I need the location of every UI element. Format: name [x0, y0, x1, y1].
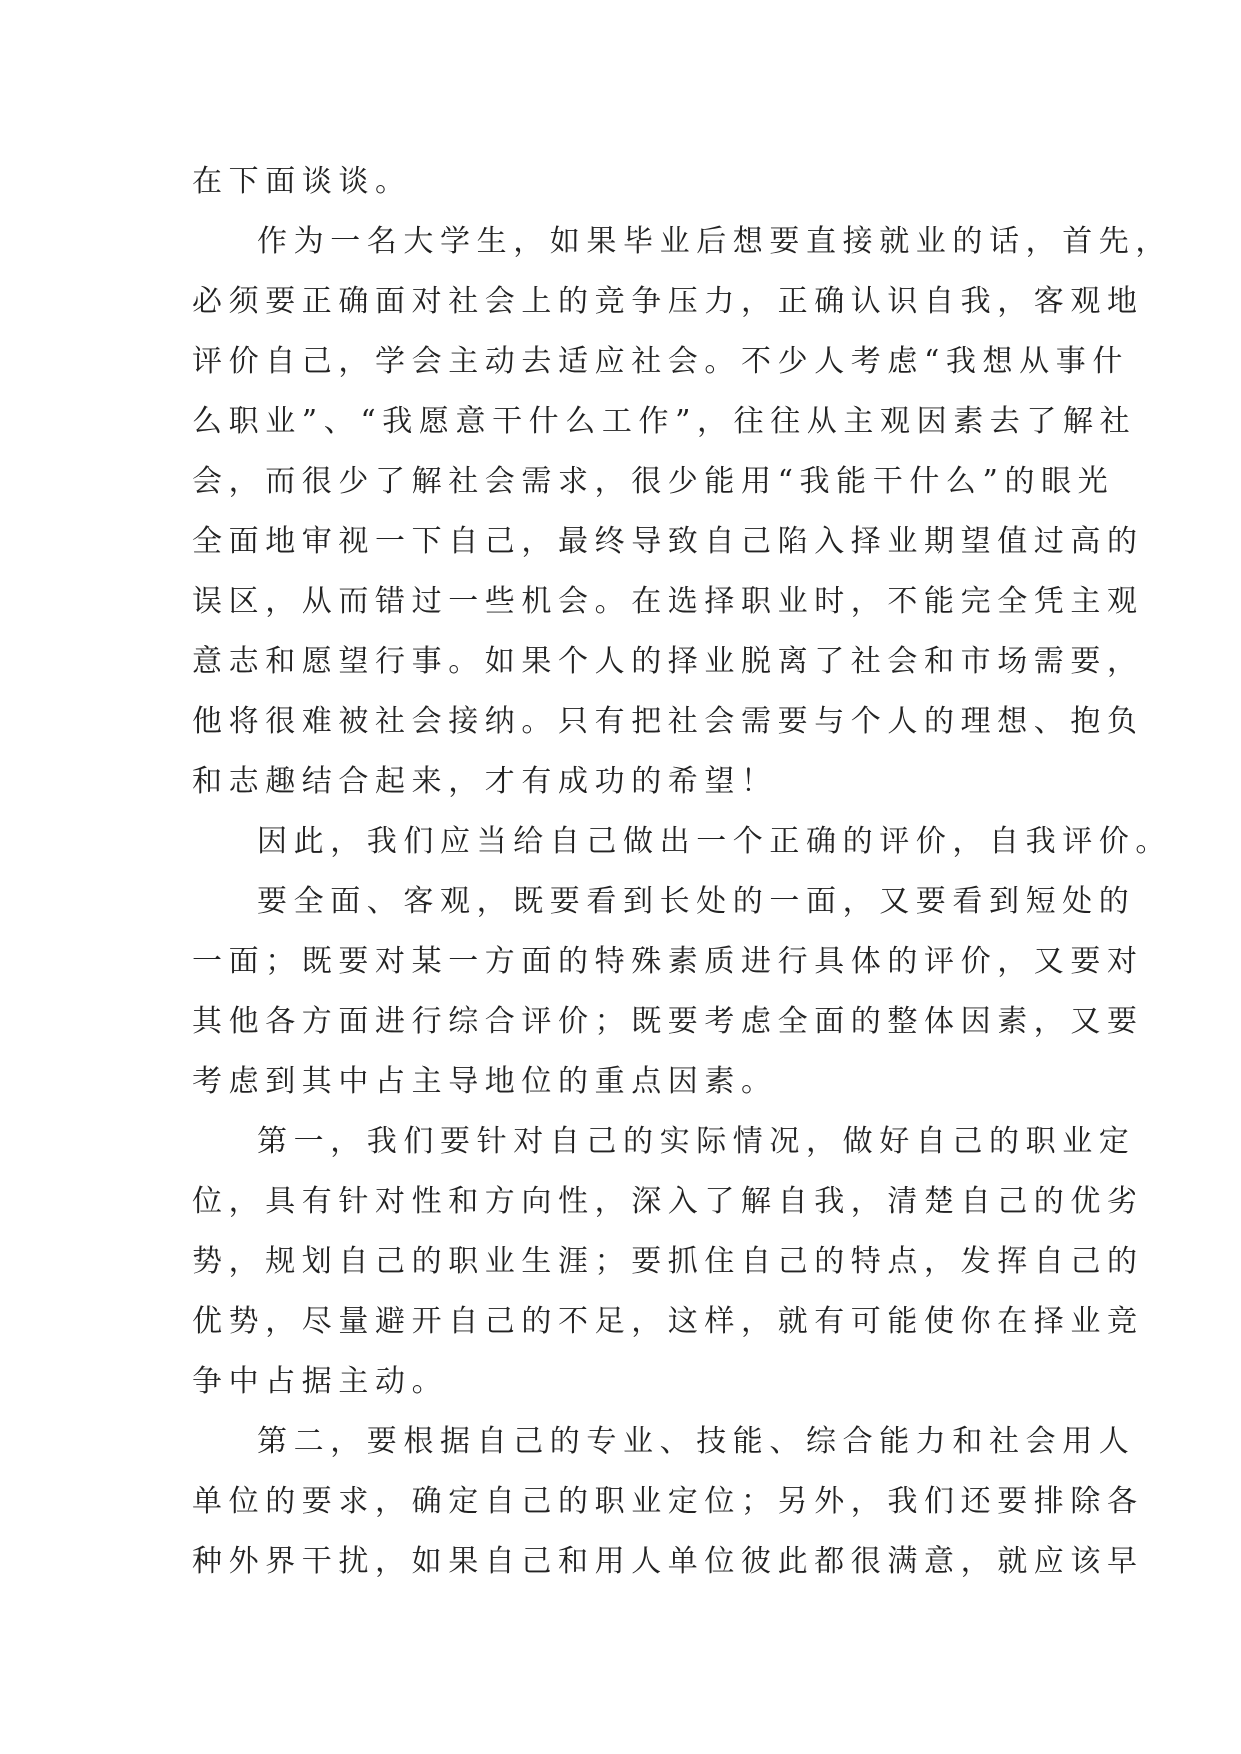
paragraph-start-line: 作为一名大学生，如果毕业后想要直接就业的话，首先，: [257, 224, 1172, 259]
text-line: 种外界干扰，如果自己和用人单位彼此都很满意，就应该早: [192, 1544, 1144, 1579]
text-line: 和志趣结合起来，才有成功的希望！: [192, 764, 778, 799]
paragraph-start-line: 第一，我们要针对自己的实际情况，做好自己的职业定: [257, 1124, 1136, 1159]
text-line: 势，规划自己的职业生涯；要抓住自己的特点，发挥自己的: [192, 1244, 1144, 1279]
text-line: 其他各方面进行综合评价；既要考虑全面的整体因素，又要: [192, 1004, 1144, 1039]
paragraph-start-line: 因此，我们应当给自己做出一个正确的评价，自我评价。: [257, 824, 1172, 859]
text-line: 会，而很少了解社会需求，很少能用“我能干什么”的眼光: [192, 464, 1115, 499]
text-line: 在下面谈谈。: [192, 164, 412, 199]
text-line: 位，具有针对性和方向性，深入了解自我，清楚自己的优劣: [192, 1184, 1144, 1219]
paragraph-start-line: 要全面、客观，既要看到长处的一面，又要看到短处的: [257, 884, 1136, 919]
text-line: 误区，从而错过一些机会。在选择职业时，不能完全凭主观: [192, 584, 1144, 619]
text-line: 评价自己，学会主动去适应社会。不少人考虑“我想从事什: [192, 344, 1129, 379]
text-line: 他将很难被社会接纳。只有把社会需要与个人的理想、抱负: [192, 704, 1144, 739]
text-line: 考虑到其中占主导地位的重点因素。: [192, 1064, 778, 1099]
text-line: 一面；既要对某一方面的特殊素质进行具体的评价，又要对: [192, 944, 1144, 979]
text-line: 么职业”、“我愿意干什么工作”，往往从主观因素去了解社: [192, 404, 1137, 439]
text-line: 意志和愿望行事。如果个人的择业脱离了社会和市场需要，: [192, 644, 1144, 679]
text-line: 优势，尽量避开自己的不足，这样，就有可能使你在择业竞: [192, 1304, 1144, 1339]
paragraph-start-line: 第二，要根据自己的专业、技能、综合能力和社会用人: [257, 1424, 1136, 1459]
text-line: 全面地审视一下自己，最终导致自己陷入择业期望值过高的: [192, 524, 1144, 559]
text-line: 单位的要求，确定自己的职业定位；另外，我们还要排除各: [192, 1484, 1144, 1519]
body-text: [192, 152, 1172, 1592]
text-line: 必须要正确面对社会上的竞争压力，正确认识自我，客观地: [192, 284, 1144, 319]
text-line: 争中占据主动。: [192, 1364, 449, 1399]
